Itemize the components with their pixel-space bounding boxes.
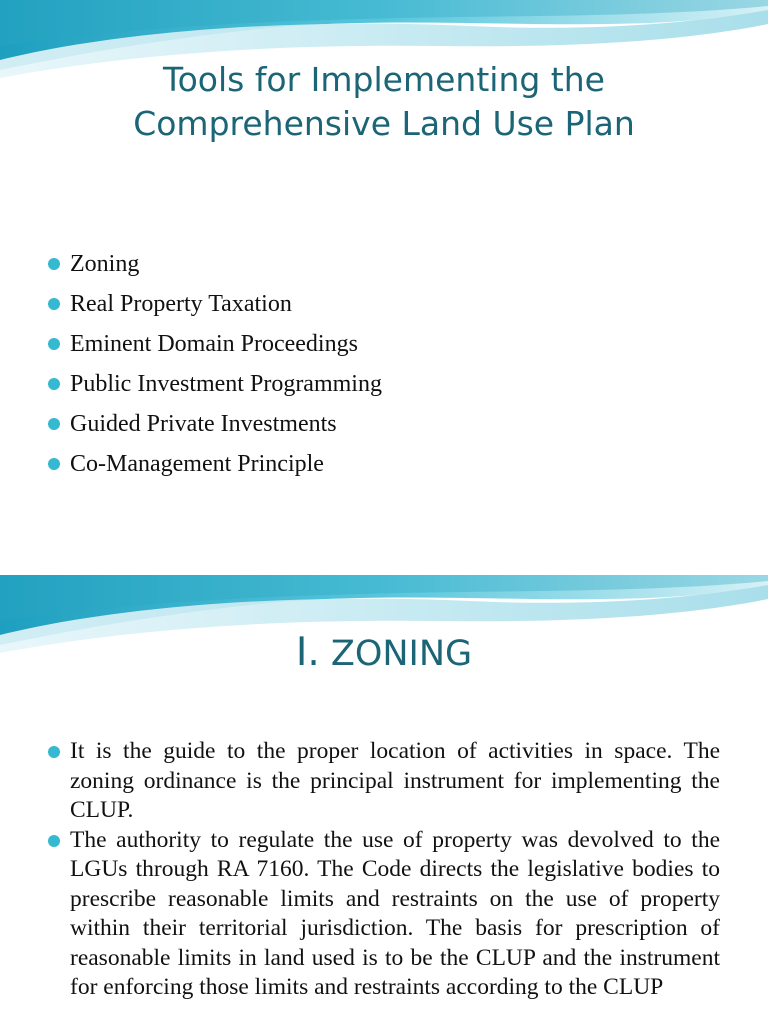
list-item: Eminent Domain Proceedings [48, 324, 382, 364]
title-line-1: Tools for Implementing the [163, 60, 605, 99]
bullet-icon [48, 258, 60, 270]
list-item: The authority to regulate the use of property was devolved to the LGUs through RA 7160. The Code directs the legislative bodies to prescribe reasonable limits and restraints on the use of property within their territorial jurisdiction. The basis for prescription of reasonable limits in land used is to be the CLUP and the instrument for enforcing those limits and restraints according to the CLUP [48, 826, 720, 1003]
bullet-icon [48, 298, 60, 310]
list-item: Co-Management Principle [48, 444, 382, 484]
list-item: Public Investment Programming [48, 364, 382, 404]
title-numeral: I. [295, 630, 320, 675]
list-item: It is the guide to the proper location of activities in space. The zoning ordinance is the principal instrument for implementing the CLUP. [48, 737, 720, 826]
slide-title [0, 58, 768, 146]
list-item: Guided Private Investments [48, 404, 382, 444]
slide-divider [0, 512, 768, 575]
zoning-points [48, 737, 720, 1003]
title-line-2: Comprehensive Land Use Plan [133, 104, 635, 143]
list-item: Zoning [48, 244, 382, 284]
bullet-icon [48, 418, 60, 430]
bullet-icon [48, 338, 60, 350]
bullet-icon [48, 458, 60, 470]
bullet-icon [48, 378, 60, 390]
title-text: ZONING [319, 634, 473, 674]
list-item: Real Property Taxation [48, 284, 382, 324]
bullet-icon [48, 835, 60, 847]
bullet-icon [48, 746, 60, 758]
slide-zoning [0, 575, 768, 1024]
tools-list [48, 244, 382, 484]
slide-title [0, 631, 768, 676]
